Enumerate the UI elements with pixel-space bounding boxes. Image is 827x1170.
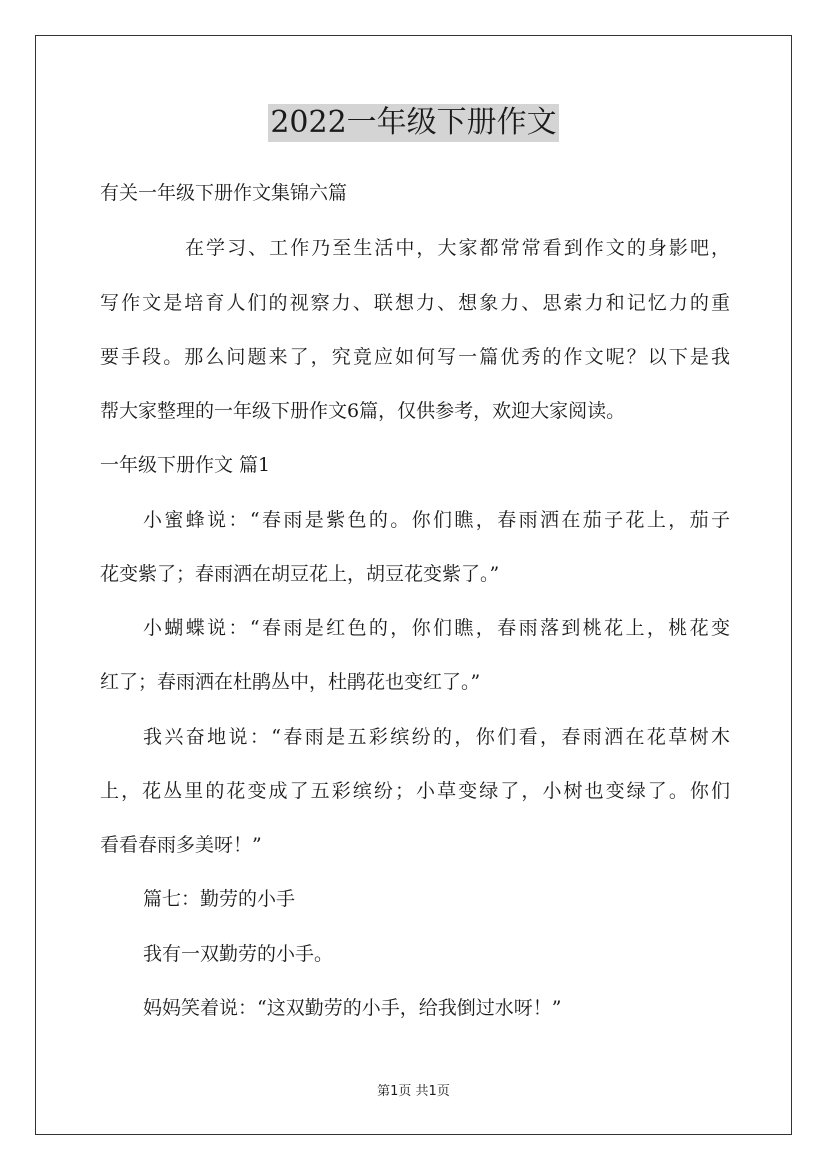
document-title-block: [0, 104, 827, 145]
body-line: 上，花丛里的花变成了五彩缤纷；小草变绿了，小树也变绿了。你们: [100, 780, 730, 802]
body-line: 看看春雨多美呀！”: [100, 834, 262, 856]
body-line: 篇七：勤劳的小手: [143, 888, 296, 910]
document-subtitle: 有关一年级下册作文集锦六篇: [100, 182, 348, 204]
body-line: 红了；春雨洒在杜鹃丛中，杜鹃花也变红了。”: [100, 671, 481, 693]
intro-line: 帮大家整理的一年级下册作文6篇，仅供参考，欢迎大家阅读。: [100, 400, 626, 422]
page-footer: 第1页 共1页: [377, 1084, 450, 1099]
body-line: 妈妈笑着说：“这双勤劳的小手，给我倒过水呀！”: [143, 997, 562, 1019]
body-line: 我兴奋地说：“春雨是五彩缤纷的，你们看，春雨洒在花草树木: [143, 726, 730, 748]
section-heading: 一年级下册作文 篇1: [100, 454, 271, 476]
body-line: 花变紫了；春雨洒在胡豆花上，胡豆花变紫了。”: [100, 563, 500, 585]
body-line: 小蜜蜂说：“春雨是紫色的。你们瞧，春雨洒在茄子花上，茄子: [143, 509, 730, 531]
document-title: 2022一年级下册作文: [270, 105, 557, 140]
body-line: 我有一双勤劳的小手。: [143, 943, 334, 965]
intro-line: 在学习、工作乃至生活中，大家都常常看到作文的身影吧，: [185, 237, 730, 259]
intro-line: 要手段。那么问题来了，究竟应如何写一篇优秀的作文呢？以下是我: [100, 346, 730, 368]
intro-line: 写作文是培育人们的视察力、联想力、想象力、思索力和记忆力的重: [100, 292, 730, 314]
body-line: 小蝴蝶说：“春雨是红色的，你们瞧，春雨落到桃花上，桃花变: [143, 617, 730, 639]
